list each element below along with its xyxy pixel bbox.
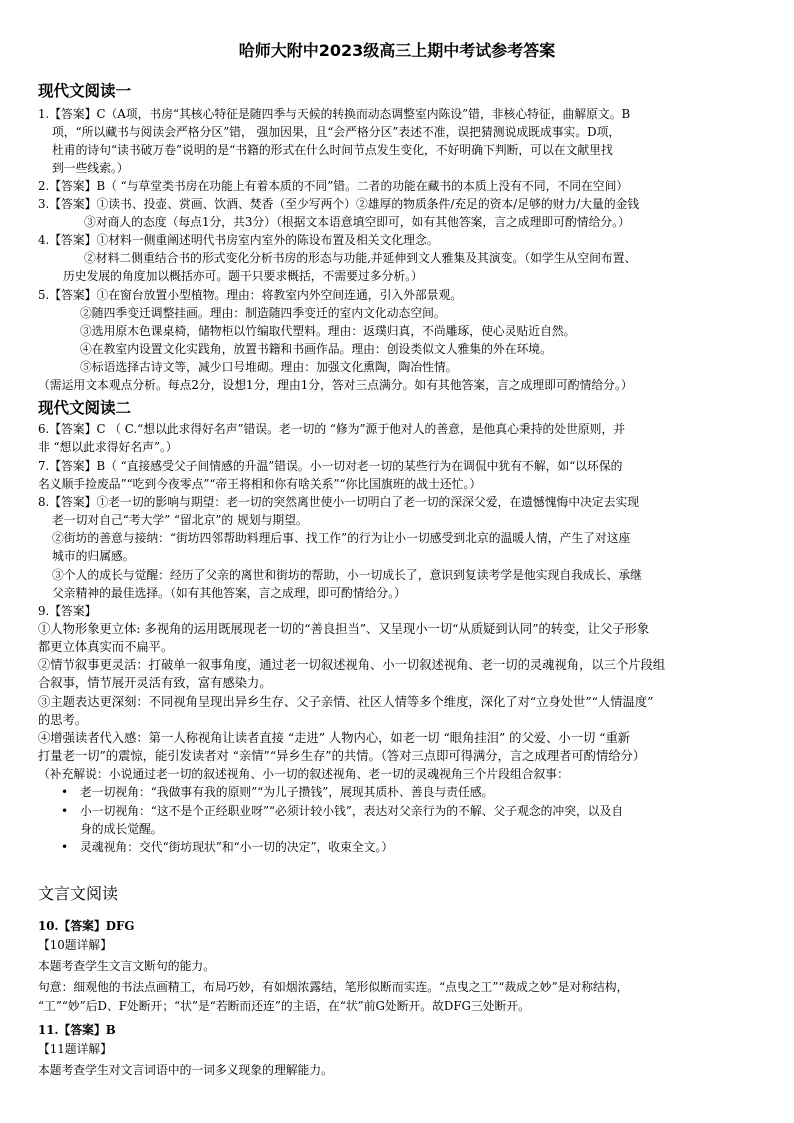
text-line: ②情节叙事更灵活：打破单一叙事角度，通过老一切叙述视角、小一切叙述视角、老一切的灵魂视角，以三个片段组 — [38, 658, 666, 672]
text-line: ④增强读者代入感：第一人称视角让读者直接 “走进” 人物内心，如老一切 “眼角挂泪” 的父爱、小一切 “重新 — [38, 731, 631, 745]
text-line: 3.【答案】①读书、投壶、赏画、饮酒、焚香（至少写两个）②雄厚的物质条件/充足的资本/足够的财力/大量的金钱 — [38, 197, 640, 211]
text-line: 打量老一切”的震惊，能引发读者对 “亲情”“异乡生存”的共情。（答对三点即可得满分，言之成理者可酌情给分） — [38, 749, 646, 763]
text-line: “工”“妙”后D、F处断开；“状”是“若断而还连”的主语，在“状”前G处断开。故DFG三处断开。 — [38, 999, 530, 1013]
text-line: 杜甫的诗句“读书破万卷”说明的是“书籍的形式在什么时间节点发生变化，不好明确下判断，可以在文献里找 — [52, 143, 613, 157]
text-line: 7.【答案】B（ “直接感受父子间情感的升温”错误。小一切对老一切的某些行为在调侃中犹有不解，如“以环保的 — [38, 459, 623, 473]
text-line: ②随四季变迁调整挂画。理由：制造随四季变迁的室内文化动态空间。 — [80, 306, 446, 320]
text-line: ③对商人的态度（每点1分，共3分）（根据文本语意填空即可，如有其他答案，言之成理即可酌情给分。） — [84, 215, 630, 229]
text-line: 都更立体真实而不扁平。 — [38, 640, 174, 654]
text-line: 句意：细观他的书法点画精工，布局巧妙，有如烟浓露结，笔形似断而实连。“点曳之工”“裁成之妙”是对称结构， — [38, 980, 629, 994]
text-line: 合叙事，情节展开灵活有致，富有感染力。 — [38, 676, 272, 690]
text-line: 历史发展的角度加以概括亦可。题干只要求概括，不需要过多分析。） — [63, 269, 423, 283]
text-line: 项，“所以藏书与阅读会严格分区”错， 强加因果，且“会严格分区”表述不准，误把猜测说成既成事实。D项， — [52, 125, 621, 139]
section-heading-modern-reading-1: 现代文阅读一 — [38, 82, 132, 100]
text-line: ②材料二侧重结合书的形式变化分析书房的形态与功能,并延伸到文人雅集及其演变。（如学生从空间布置、 — [84, 251, 637, 265]
text-line: 的思考。 — [38, 713, 88, 727]
text-line: 1.【答案】C（A项，书房“其核心特征是随四季与天候的转换而动态调整室内陈设”错，非核心特征，曲解原文。B — [38, 107, 631, 121]
text-line: 城市的归属感。 — [52, 549, 135, 563]
text-line: ③个人的成长与觉醒：经历了父亲的离世和街坊的帮助，小一切成长了，意识到复读考学是他实现自我成长、承继 — [52, 568, 642, 582]
page-title: 哈师大附中2023级高三上期中考试参考答案 — [238, 41, 556, 60]
text-line: 5.【答案】①在窗台放置小型植物。理由：将教室内外空间连通，引入外部景观。 — [38, 288, 463, 302]
text-line: ③选用原木色课桌椅，储物柜以竹编取代塑料。理由：返璞归真，不尚雕琢，使心灵贴近自然。 — [80, 324, 576, 338]
list-bullet: • — [61, 804, 69, 818]
text-line: 到一些线索。） — [52, 161, 129, 175]
list-item: 小一切视角：“这不是个正经职业呀”“必须计较小钱”，表达对父亲行为的不解、父子观念的冲突，以及自 — [80, 804, 624, 818]
text-line: （需运用文本观点分析。每点2分，设想1分，理由1分，答对三点满分。如有其他答案，言之成理即可酌情给分。） — [38, 378, 633, 392]
text-line: 名义顺手捡废品”“吃到今夜零点”“帝王将相和你有啥关系”“你比国旗班的战士还忙。） — [38, 477, 482, 491]
text-line: 本题考查学生文言文断句的能力。 — [38, 959, 215, 973]
text-line: 父亲精神的最佳选择。（如有其他答案，言之成理，即可酌情给分。） — [52, 586, 406, 600]
text-line: 老一切对自己“考大学” “留北京”的 规划与期望。 — [52, 513, 308, 527]
text-line: 11.【答案】B — [38, 1023, 116, 1037]
text-line: ①人物形象更立体: 多视角的运用既展现老一切的“善良担当”、又呈现小一切“从质疑到认同”的转变，让父子形象 — [38, 622, 650, 636]
text-line: 10.【答案】DFG — [38, 919, 135, 933]
text-line: 【10题详解】 — [38, 938, 112, 952]
text-line: 9.【答案】 — [38, 604, 97, 618]
section-heading-modern-reading-2: 现代文阅读二 — [38, 399, 132, 417]
text-line: 8.【答案】①老一切的影响与期望：老一切的突然离世使小一切明白了老一切的深深父爱，在遗憾愧悔中决定去实现 — [38, 495, 640, 509]
list-item: 老一切视角：“我做事有我的原则”“为儿子攒钱”，展现其质朴、善良与责任感。 — [80, 785, 494, 799]
text-line: 【11题详解】 — [38, 1042, 112, 1056]
text-line: ⑤标语选择古诗文等，减少口号堆砌。理由：加强文化熏陶，陶冶性情。 — [80, 360, 458, 374]
text-line: 非 “想以此求得好名声”。） — [38, 440, 178, 454]
text-line: 4.【答案】①材料一侧重阐述明代书房室内室外的陈设布置及相关文化理念。 — [38, 233, 439, 247]
list-item: 灵魂视角：交代“街坊现状”和“小一切的决定”，收束全文。） — [80, 840, 394, 854]
text-line: 6.【答案】C （ C.“想以此求得好名声”错误。老一切的 “修为”源于他对人的善意，是他真心秉持的处世原则，并 — [38, 422, 626, 436]
text-line: 2.【答案】B（ “与草堂类书房在功能上有着本质的不同”错。二者的功能在藏书的本质上没有不同，不同在空间） — [38, 179, 629, 193]
list-bullet: • — [61, 840, 69, 854]
text-line: （补充解说：小说通过老一切的叙述视角、小一切的叙述视角、老一切的灵魂视角三个片段组合叙事： — [38, 767, 569, 781]
section-heading-classical-reading: 文言文阅读 — [38, 884, 119, 903]
text-line: 本题考查学生对文言词语中的一词多义现象的理解能力。 — [38, 1063, 333, 1077]
text-line: ④在教室内设置文化实践角，放置书籍和书画作品。理由：创设类似文人雅集的外在环境。 — [80, 342, 552, 356]
list-item: 身的成长觉醒。 — [80, 822, 163, 836]
text-line: ②街坊的善意与接纳：“街坊四邻帮助料理后事、找工作”的行为让小一切感受到北京的温暖人情，产生了对这座 — [52, 531, 631, 545]
list-bullet: • — [61, 785, 69, 799]
text-line: ③主题表达更深刻：不同视角呈现出异乡生存、父子亲情、社区人情等多个维度，深化了对“立身处世”“人情温度” — [38, 695, 654, 709]
